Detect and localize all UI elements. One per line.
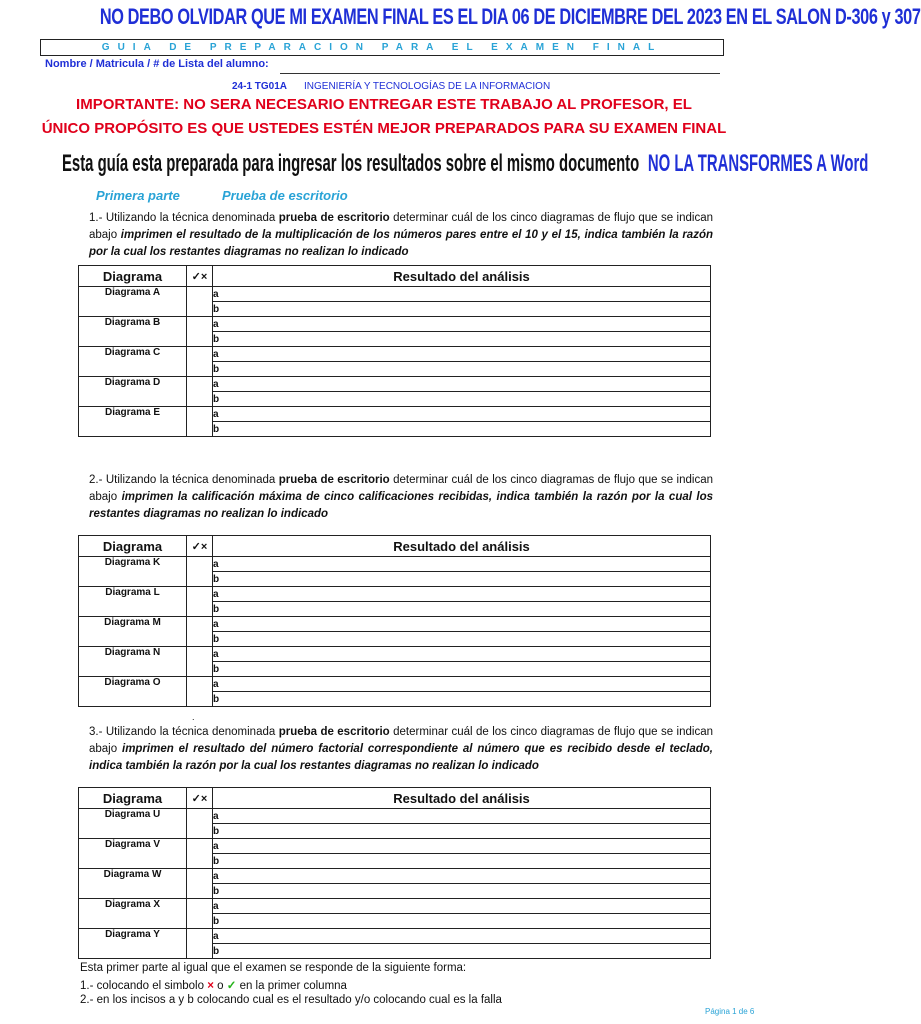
question-technique: prueba de escritorio <box>278 212 390 224</box>
header-check: ✓× <box>187 266 213 287</box>
results-table-3 <box>78 787 711 959</box>
check-cell[interactable] <box>187 899 213 929</box>
question-task: imprimen la calificación máxima de cinco calificaciones recibidas, indica también la razón por la cual los restantes diagramas no realizan lo indicado <box>89 491 713 520</box>
answer-a-cell[interactable]: a <box>213 317 711 332</box>
question-technique: prueba de escritorio <box>278 474 390 486</box>
answer-a-cell[interactable]: a <box>213 347 711 362</box>
diagram-label: Diagrama A <box>79 287 187 317</box>
x-mark-icon: × <box>207 980 214 992</box>
check-cell[interactable] <box>187 647 213 677</box>
question-prefix: 1.- Utilizando la técnica denominada <box>89 212 279 224</box>
check-cell[interactable] <box>187 677 213 707</box>
question-middle: determinar cuál de los cinco diagramas de flujo que se indican abajo <box>89 474 713 503</box>
diagram-label: Diagrama K <box>79 557 187 587</box>
results-table-1 <box>78 265 711 437</box>
instructions-line2 <box>80 978 347 992</box>
answer-b-cell[interactable]: b <box>213 662 711 677</box>
page-number: Página 1 de 6 <box>705 1007 755 1016</box>
answer-b-cell[interactable]: b <box>213 332 711 347</box>
check-mark-icon: ✓ <box>226 980 237 992</box>
answer-a-cell[interactable]: a <box>213 839 711 854</box>
diagram-label: Diagrama N <box>79 647 187 677</box>
answer-a-cell[interactable]: a <box>213 869 711 884</box>
question-middle: determinar cuál de los cinco diagramas de flujo que se indican abajo <box>89 726 713 755</box>
instructions-line2-mid: o <box>213 980 227 992</box>
results-table-2 <box>78 535 711 707</box>
check-cell[interactable] <box>187 287 213 317</box>
check-cell[interactable] <box>187 317 213 347</box>
guide-title: GUIA DE PREPARACION PARA EL EXAMEN FINAL <box>40 39 724 56</box>
header-check: ✓× <box>187 788 213 809</box>
header-check: ✓× <box>187 536 213 557</box>
answer-b-cell[interactable]: b <box>213 422 711 437</box>
diagram-label: Diagrama L <box>79 587 187 617</box>
instructions-line1: Esta primer parte al igual que el examen se responde de la siguiente forma: <box>80 962 467 974</box>
course-code: 24-1 TG01A <box>232 81 288 92</box>
answer-a-cell[interactable]: a <box>213 617 711 632</box>
question-3-text <box>89 724 713 775</box>
diagram-label: Diagrama D <box>79 377 187 407</box>
header-diagram: Diagrama <box>79 266 187 287</box>
question-1-text <box>89 210 713 261</box>
question-technique: prueba de escritorio <box>278 726 390 738</box>
question-prefix: 2.- Utilizando la técnica denominada <box>89 474 279 486</box>
answer-b-cell[interactable]: b <box>213 392 711 407</box>
question-2-text <box>89 472 713 523</box>
diagram-label: Diagrama B <box>79 317 187 347</box>
answer-a-cell[interactable]: a <box>213 557 711 572</box>
stray-dot: . <box>192 712 195 722</box>
diagram-label: Diagrama M <box>79 617 187 647</box>
instructions-line3: 2.- en los incisos a y b colocando cual es el resultado y/o colocando cual es la falla <box>80 994 502 1006</box>
answer-a-cell[interactable]: a <box>213 407 711 422</box>
student-name-label: Nombre / Matricula / # de Lista del alumno: <box>45 58 269 70</box>
header-result: Resultado del análisis <box>213 788 711 809</box>
guide-notice-emphasis: NO LA TRANSFORMES A Word <box>647 150 869 177</box>
header-diagram: Diagrama <box>79 788 187 809</box>
check-cell[interactable] <box>187 839 213 869</box>
diagram-label: Diagrama E <box>79 407 187 437</box>
important-notice-line1: IMPORTANTE: NO SERA NECESARIO ENTREGAR ESTE TRABAJO AL PROFESOR, EL <box>76 96 692 113</box>
check-cell[interactable] <box>187 557 213 587</box>
answer-b-cell[interactable]: b <box>213 572 711 587</box>
part-subtitle: Prueba de escritorio <box>222 188 348 203</box>
student-name-line <box>280 73 720 74</box>
header-diagram: Diagrama <box>79 536 187 557</box>
question-task: imprimen el resultado del número factorial correspondiente al número que es recibido desde el teclado, indica también la razón por la cual los restantes diagramas no realizan lo indicado <box>89 743 713 772</box>
question-task: imprimen el resultado de la multiplicación de los números pares entre el 10 y el 15, indica también la razón por la cual los restantes diagramas no realizan lo indicado <box>89 229 713 258</box>
answer-b-cell[interactable]: b <box>213 944 711 959</box>
diagram-label: Diagrama O <box>79 677 187 707</box>
course-name: INGENIERÍA Y TECNOLOGÍAS DE LA INFORMACION <box>304 81 551 92</box>
answer-b-cell[interactable]: b <box>213 692 711 707</box>
check-cell[interactable] <box>187 617 213 647</box>
check-cell[interactable] <box>187 407 213 437</box>
exam-date-banner: NO DEBO OLVIDAR QUE MI EXAMEN FINAL ES EL DIA 06 DE DICIEMBRE DEL 2023 EN EL SALON D-306 y 307 <box>99 4 921 29</box>
answer-a-cell[interactable]: a <box>213 809 711 824</box>
diagram-label: Diagrama Y <box>79 929 187 959</box>
diagram-label: Diagrama C <box>79 347 187 377</box>
answer-a-cell[interactable]: a <box>213 587 711 602</box>
guide-notice-text: Esta guía esta preparada para ingresar los resultados sobre el mismo documento <box>62 150 640 177</box>
answer-b-cell[interactable]: b <box>213 632 711 647</box>
answer-a-cell[interactable]: a <box>213 899 711 914</box>
answer-b-cell[interactable]: b <box>213 362 711 377</box>
check-cell[interactable] <box>187 929 213 959</box>
answer-a-cell[interactable]: a <box>213 647 711 662</box>
header-result: Resultado del análisis <box>213 536 711 557</box>
answer-a-cell[interactable]: a <box>213 377 711 392</box>
instructions-line2-pre: 1.- colocando el simbolo <box>80 980 208 992</box>
answer-a-cell[interactable]: a <box>213 677 711 692</box>
header-result: Resultado del análisis <box>213 266 711 287</box>
answer-b-cell[interactable]: b <box>213 854 711 869</box>
answer-a-cell[interactable]: a <box>213 929 711 944</box>
diagram-label: Diagrama W <box>79 869 187 899</box>
answer-b-cell[interactable]: b <box>213 914 711 929</box>
answer-a-cell[interactable]: a <box>213 287 711 302</box>
answer-b-cell[interactable]: b <box>213 884 711 899</box>
check-cell[interactable] <box>187 869 213 899</box>
diagram-label: Diagrama V <box>79 839 187 869</box>
answer-b-cell[interactable]: b <box>213 602 711 617</box>
part-title: Primera parte <box>96 188 180 203</box>
question-middle: determinar cuál de los cinco diagramas de flujo que se indican abajo <box>89 212 713 241</box>
check-cell[interactable] <box>187 587 213 617</box>
important-notice-line2: ÚNICO PROPÓSITO ES QUE USTEDES ESTÉN MEJOR PREPARADOS PARA SU EXAMEN FINAL <box>41 120 727 137</box>
diagram-label: Diagrama U <box>79 809 187 839</box>
check-cell[interactable] <box>187 809 213 839</box>
answer-b-cell[interactable]: b <box>213 302 711 317</box>
diagram-label: Diagrama X <box>79 899 187 929</box>
check-cell[interactable] <box>187 377 213 407</box>
question-prefix: 3.- Utilizando la técnica denominada <box>89 726 279 738</box>
guide-notice <box>62 150 868 178</box>
check-cell[interactable] <box>187 347 213 377</box>
answer-b-cell[interactable]: b <box>213 824 711 839</box>
instructions-line2-post: en la primer columna <box>236 980 347 992</box>
